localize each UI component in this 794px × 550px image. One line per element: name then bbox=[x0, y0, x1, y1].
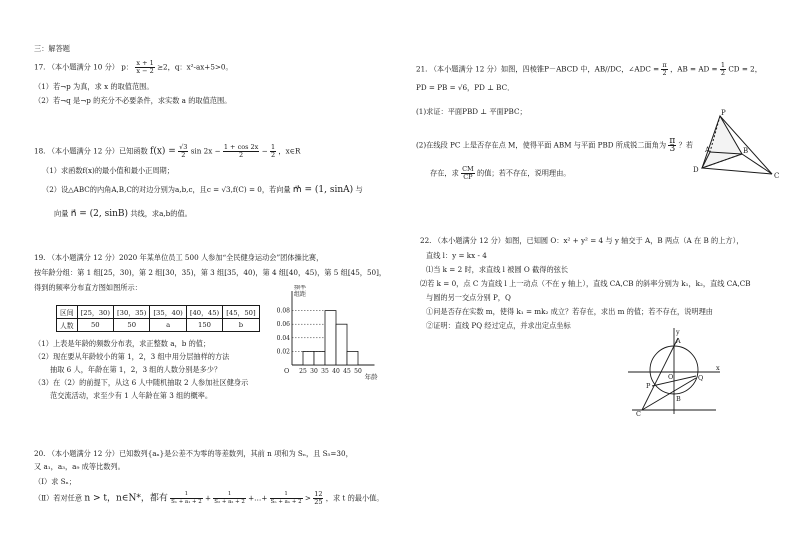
q22-part2b: 与圆的另一交点分别 P，Q bbox=[426, 293, 511, 302]
q17-number: 17. bbox=[34, 62, 46, 72]
q18-frac-sqrt3-den: 2 bbox=[181, 151, 186, 159]
histogram-bar bbox=[303, 351, 314, 365]
q21-part2-b: ？若 bbox=[678, 140, 693, 150]
q19-line1 bbox=[34, 253, 323, 262]
histogram-x-tick: 35 bbox=[321, 368, 329, 375]
table-cell: a bbox=[150, 319, 186, 332]
q20-line1 bbox=[34, 449, 353, 458]
q18-domain: ，x∈R bbox=[278, 146, 301, 156]
q17-frac-den: x − 2 bbox=[136, 67, 154, 75]
histogram-bar bbox=[336, 324, 347, 365]
q20-plus: + bbox=[204, 493, 211, 503]
q18-number: 18. bbox=[34, 146, 46, 156]
table-cell: [45，50] bbox=[223, 306, 259, 319]
label-c: C bbox=[636, 410, 641, 418]
q21-part2-a: (2)在线段 PC 上是否存在点 M，使得平面 ABM 与平面 PBD 所成锐二面角为 bbox=[416, 140, 667, 150]
q18-frac-half bbox=[270, 144, 276, 159]
q19-part1: （1）上表是年龄的频数分布表，求正整数 a，b 的值； bbox=[34, 339, 211, 348]
q17-part1: （1）若¬p 为真，求 x 的取值范围。 bbox=[34, 82, 154, 91]
table-cell: 50 bbox=[77, 319, 113, 332]
q20-part2-a: （Ⅱ）若对任意 bbox=[34, 493, 83, 503]
q18-part2-c: 共线，求a,b的值。 bbox=[130, 209, 192, 218]
q18-part2-line bbox=[42, 185, 363, 195]
table-cell: 区间 bbox=[57, 306, 78, 319]
q21-frac-pi3 bbox=[668, 138, 676, 153]
q19-part2a: （2）现在要从年龄较小的第 1，2，3 组中用分层抽样的方法 bbox=[34, 352, 230, 361]
table-row bbox=[57, 319, 260, 332]
histogram-x-tick: 30 bbox=[310, 368, 318, 375]
frequency-table bbox=[56, 305, 260, 332]
q19-number: 19. bbox=[34, 253, 46, 262]
q19-part2b: 抽取 6 人，年龄在第 1，2，3 组的人数分别是多少？ bbox=[50, 365, 222, 374]
histogram-bar bbox=[325, 311, 336, 365]
table-cell: 人数 bbox=[57, 319, 78, 332]
label-q: Q bbox=[698, 374, 704, 382]
q19-line1-text: （本小题满分 12 分）2020 年某单位员工 500 人参加“全民健身运动会”团体操比赛， bbox=[47, 253, 324, 262]
q21-line1 bbox=[416, 62, 762, 77]
q18-header bbox=[34, 144, 300, 159]
q17-p-label: p： bbox=[121, 62, 134, 72]
label-c: C bbox=[774, 172, 780, 180]
q20-number: 20. bbox=[34, 449, 46, 458]
q18-vec-n: n⃗ = (2, sinB) bbox=[70, 209, 129, 219]
q20-gt: > bbox=[304, 493, 311, 503]
q18-frac-cos bbox=[223, 144, 259, 159]
label-p: P bbox=[646, 382, 651, 390]
histogram-y-label: 频率 bbox=[294, 285, 307, 291]
label-o: O bbox=[668, 373, 674, 381]
q20-line2: 又 a₁，a₃，a₉ 成等比数列。 bbox=[34, 462, 125, 471]
q22-line1-text: （本小题满分 12 分）如图，已知圆 O：x² + y² = 4 与 y 轴交于 A，B 两点（A 在 B 的上方）， bbox=[433, 236, 744, 245]
pyramid-figure bbox=[690, 108, 790, 186]
q20-line1-text: （本小题满分 12 分）已知数列{aₙ}是公差不为零的等差数列，其前 n 项和为 Sₙ，且 S₅=30， bbox=[47, 449, 353, 458]
q17-part2: （2）若¬q 是¬p 的充分不必要条件，求实数 a 的取值范围。 bbox=[34, 96, 232, 105]
q18-frac-cos-den: 2 bbox=[239, 151, 244, 159]
q20-frac3 bbox=[270, 491, 303, 506]
q18-part1: （1）求函数f(x)的最小值和最小正周期； bbox=[42, 166, 174, 175]
q20-dots: +…+ bbox=[248, 493, 268, 503]
q21-frac-half bbox=[720, 62, 726, 77]
label-b: B bbox=[676, 395, 681, 403]
histogram-x-tick: 40 bbox=[332, 368, 340, 375]
q21-part2-d: 的值；若不存在，说明理由。 bbox=[477, 168, 571, 178]
q20-frac2-num: 1 bbox=[213, 491, 246, 499]
histogram-y-tick: 0.08 bbox=[276, 307, 290, 315]
label-a: A bbox=[705, 146, 711, 154]
histogram-y-tick: 0.06 bbox=[276, 321, 290, 329]
q18-score: （本小题满分 12 分）已知函数 bbox=[47, 146, 148, 156]
q20-frac1 bbox=[170, 491, 203, 506]
histogram-x-tick: 25 bbox=[299, 368, 307, 375]
q20-rhs bbox=[313, 491, 323, 506]
q17-fraction bbox=[135, 60, 154, 75]
q18-fx: f(x) = bbox=[150, 146, 176, 157]
q22-line1 bbox=[420, 236, 743, 245]
q20-tail: ，求 t 的最小值。 bbox=[325, 493, 384, 503]
pyramid-face bbox=[702, 116, 742, 168]
q21-frac-pi-num: π bbox=[662, 61, 667, 69]
label-a: A bbox=[676, 337, 681, 345]
q17-header bbox=[34, 60, 233, 75]
table-cell: [35，40) bbox=[150, 306, 186, 319]
histogram-bar bbox=[347, 351, 358, 365]
q20-frac2-den: S₂ + a₂ + 2 bbox=[214, 499, 245, 505]
q21-line1-text: （本小题满分 12 分）如图，四棱锥P－ABCD 中，AB//DC，∠ADC = bbox=[429, 64, 660, 74]
q20-cond: n > t，n∈N*，都有 bbox=[84, 493, 168, 504]
histogram-bar bbox=[314, 351, 325, 365]
q21-frac-cm-den: CP bbox=[463, 173, 473, 181]
histogram-x-tick: 45 bbox=[343, 368, 351, 375]
q18-frac-sqrt3-num: √3 bbox=[179, 143, 188, 151]
label-d: D bbox=[693, 166, 699, 174]
q22-sub1: ①问是否存在实数 m，使得 k₁ = mk₂ 成立？若存在，求出 m 的值；若不存在，说明理由 bbox=[426, 307, 713, 316]
pyramid-edge-dc bbox=[702, 168, 772, 174]
histogram-y-label: 组距 bbox=[294, 291, 307, 298]
label-x: x bbox=[716, 364, 720, 372]
frequency-histogram bbox=[262, 285, 392, 385]
q20-part2 bbox=[34, 491, 384, 506]
q21-line2: PD = PB = √6，PD ⊥ BC． bbox=[416, 83, 515, 92]
q18-frac-half-num: 1 bbox=[270, 143, 276, 151]
q22-number: 22. bbox=[420, 236, 432, 245]
q20-rhs-den: 25 bbox=[314, 498, 323, 506]
left-column bbox=[30, 0, 390, 550]
q21-frac-half-num: 1 bbox=[720, 61, 726, 69]
label-y: y bbox=[676, 328, 680, 336]
q19-line2: 按年龄分组：第 1 组[25，30)，第 2 组[30，35)，第 3 组[35，40)，第 4 组[40，45)，第 5 组[45，50]， bbox=[34, 268, 387, 277]
label-b: B bbox=[743, 147, 749, 155]
q21-number: 21. bbox=[416, 64, 428, 74]
circle-figure bbox=[624, 326, 724, 418]
histogram-y-tick: 0.02 bbox=[276, 348, 290, 356]
q21-frac-cm-num: CM bbox=[462, 165, 474, 173]
q18-vec-m: m⃗ = (1, sinA) bbox=[292, 185, 354, 195]
q22-part1: ⑴当 k = 2 时，求直线 l 被圆 O 截得的弦长 bbox=[426, 265, 569, 274]
q18-frac-sqrt3 bbox=[178, 144, 188, 159]
q19-part3a: （3）在（2）的前提下，从这 6 人中随机抽取 2 人参加社区健身示 bbox=[34, 378, 249, 387]
table-cell: 150 bbox=[186, 319, 222, 332]
q21-part2-line1 bbox=[416, 138, 693, 153]
q18-part2-a: （2）设△ABC的内角A,B,C的对边分别为a,b,c，且c = √3,f(C) = 0，若向量 bbox=[42, 185, 291, 194]
q20-part1: （Ⅰ）求 Sₙ； bbox=[34, 477, 76, 486]
q21-frac-cm bbox=[461, 166, 475, 181]
q19-part3b: 范交流活动，求至少有 1 人年龄在第 3 组的概率。 bbox=[50, 391, 213, 400]
histogram-y-tick: 0.04 bbox=[276, 334, 290, 342]
q17-score: （本小题满分 10 分） bbox=[47, 62, 119, 72]
q21-frac-pi bbox=[661, 62, 667, 77]
q18-frac-cos-num: 1 + cos 2x bbox=[223, 143, 259, 151]
q18-minus: − bbox=[261, 146, 268, 156]
q19-line3: 得到的频率分布直方图如图所示： bbox=[34, 283, 142, 292]
histogram-x-tick: 50 bbox=[354, 368, 362, 375]
q21-cd: CD = 2， bbox=[728, 64, 762, 74]
q18-part2-b: 向量 bbox=[54, 209, 69, 218]
q21-frac-half-den: 2 bbox=[720, 69, 726, 77]
q20-frac1-num: 1 bbox=[170, 491, 203, 499]
q20-frac2 bbox=[213, 491, 246, 506]
q21-eq: ，AB = AD = bbox=[670, 64, 718, 74]
q22-sub2: ②证明：直线 PQ 经过定点，并求出定点坐标 bbox=[426, 321, 571, 330]
section-title: 三：解答题 bbox=[34, 44, 70, 53]
histogram-x-label: 年龄 bbox=[364, 373, 378, 381]
table-row bbox=[57, 306, 260, 319]
table-cell: b bbox=[223, 319, 259, 332]
q17-frac-num: x + 1 bbox=[136, 59, 154, 67]
table-cell: [30，35) bbox=[114, 306, 150, 319]
table-cell: [40，45) bbox=[186, 306, 222, 319]
q21-frac-pi3-den: 3 bbox=[669, 144, 676, 154]
q18-sin2x: sin 2x − bbox=[190, 146, 221, 156]
q20-rhs-num: 12 bbox=[314, 490, 323, 498]
q21-part1: (1)求证：平面PBD ⊥ 平面PBC； bbox=[416, 107, 527, 116]
table-cell: [25，30) bbox=[77, 306, 113, 319]
q18-part2-line2 bbox=[54, 209, 192, 219]
q20-frac1-den: S₁ + a₁ + 2 bbox=[171, 499, 202, 505]
q21-frac-pi3-num: π bbox=[669, 136, 676, 146]
q21-part2-line2 bbox=[430, 166, 570, 181]
q20-frac3-den: Sₙ + aₙ + 2 bbox=[270, 499, 302, 505]
histogram-origin: O bbox=[284, 367, 290, 375]
q20-frac3-num: 1 bbox=[270, 491, 303, 499]
q18-frac-half-den: 2 bbox=[270, 151, 276, 159]
q22-part2: ⑵若 k = 0，点 C 为直线 l 上一动点（不在 y 轴上），直线 CA,CB 的斜率分别为 k₁，k₂，直线 CA,CB bbox=[420, 279, 751, 288]
right-column bbox=[412, 0, 782, 550]
label-p: P bbox=[721, 109, 726, 117]
table-cell: 50 bbox=[114, 319, 150, 332]
q22-line2: 直线 l：y = kx - 4 bbox=[426, 251, 487, 260]
q21-frac-pi-den: 2 bbox=[662, 69, 667, 77]
q21-part2-c: 存在，求 bbox=[430, 168, 459, 178]
q17-p-tail: ≥2，q：x²-ax+5>0。 bbox=[157, 62, 233, 72]
q18-part2-and: 与 bbox=[355, 185, 363, 194]
